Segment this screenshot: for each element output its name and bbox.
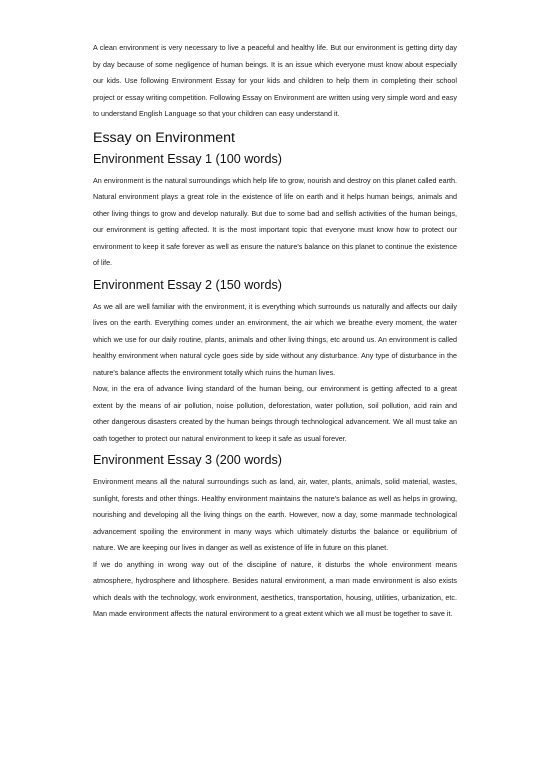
essay-3-heading: Environment Essay 3 (200 words): [93, 453, 282, 467]
essay-3-paragraph-2: If we do anything in wrong way out of the discipline of nature, it disturbs the whole environment means atmosphere, hydrosphere and lithosphere. Besides natural environment, a man made environment is also exists which deals with the technology, work environment, aesthetics, transportation, housing, utilities, urbanization, etc. Man made environment affects the natural environment to a great extent which we all must be together to save it.: [93, 559, 457, 618]
essay-3-paragraph-1: Environment means all the natural surroundings such as land, air, water, plants, animals, solid material, wastes, sunlight, forests and other things. Healthy environment maintains the nature's balance as well as helps in growing, nourishing and developing all the living things on the earth. However, now a day, some manmade technological advancement spoiling the environment in many ways which ultimately disturbs the balance or equilibrium of nature. We are keeping our lives in danger as well as existence of life in future on this planet.: [93, 477, 457, 552]
essay-2-paragraph-2: Now, in the era of advance living standard of the human being, our environment is getting affected to a great extent by the means of air pollution, noise pollution, deforestation, water pollution, soil pollution, acid rain and other dangerous disasters created by the human beings through technological advancement. We all must take an oath together to protect our natural environment to keep it safe as usual forever.: [93, 384, 457, 443]
intro-paragraph: A clean environment is very necessary to live a peaceful and healthy life. But our environment is getting dirty day by day because of some negligence of human beings. It is an issue which everyone must know about especially our kids. Use following Environment Essay for your kids and children to help them in completing their school project or essay writing competition. Following Essay on Environment are written using very simple word and easy to understand English Language so that your children can easy understand it.: [93, 43, 457, 118]
essay-1-paragraph-1: An environment is the natural surroundings which help life to grow, nourish and destroy on this planet called earth. Natural environment plays a great role in the existence of life on earth and it helps human beings, animals and other living things to grow and develop naturally. But due to some bad and selfish activities of the human beings, our environment is getting affected. It is the most important topic that everyone must know how to protect our environment to keep it safe forever as well as ensure the nature's balance on this planet to continue the existence of life.: [93, 175, 457, 267]
essay-2-paragraph-1: As we all are well familiar with the environment, it is everything which surrounds us naturally and affects our daily lives on the earth. Everything comes under an environment, the air which we breathe every moment, the water which we use for our daily routine, plants, animals and other living things, etc around us. An environment is called healthy environment when natural cycle goes side by side without any disturbance. Any type of disturbance in the nature's balance affects the environment totally which ruins the human lives.: [93, 301, 457, 377]
essay-2-heading: Environment Essay 2 (150 words): [93, 277, 282, 292]
main-heading: Essay on Environment: [93, 129, 235, 146]
document-page: [93, 40, 457, 623]
essay-1-heading: Environment Essay 1 (100 words): [93, 151, 282, 166]
